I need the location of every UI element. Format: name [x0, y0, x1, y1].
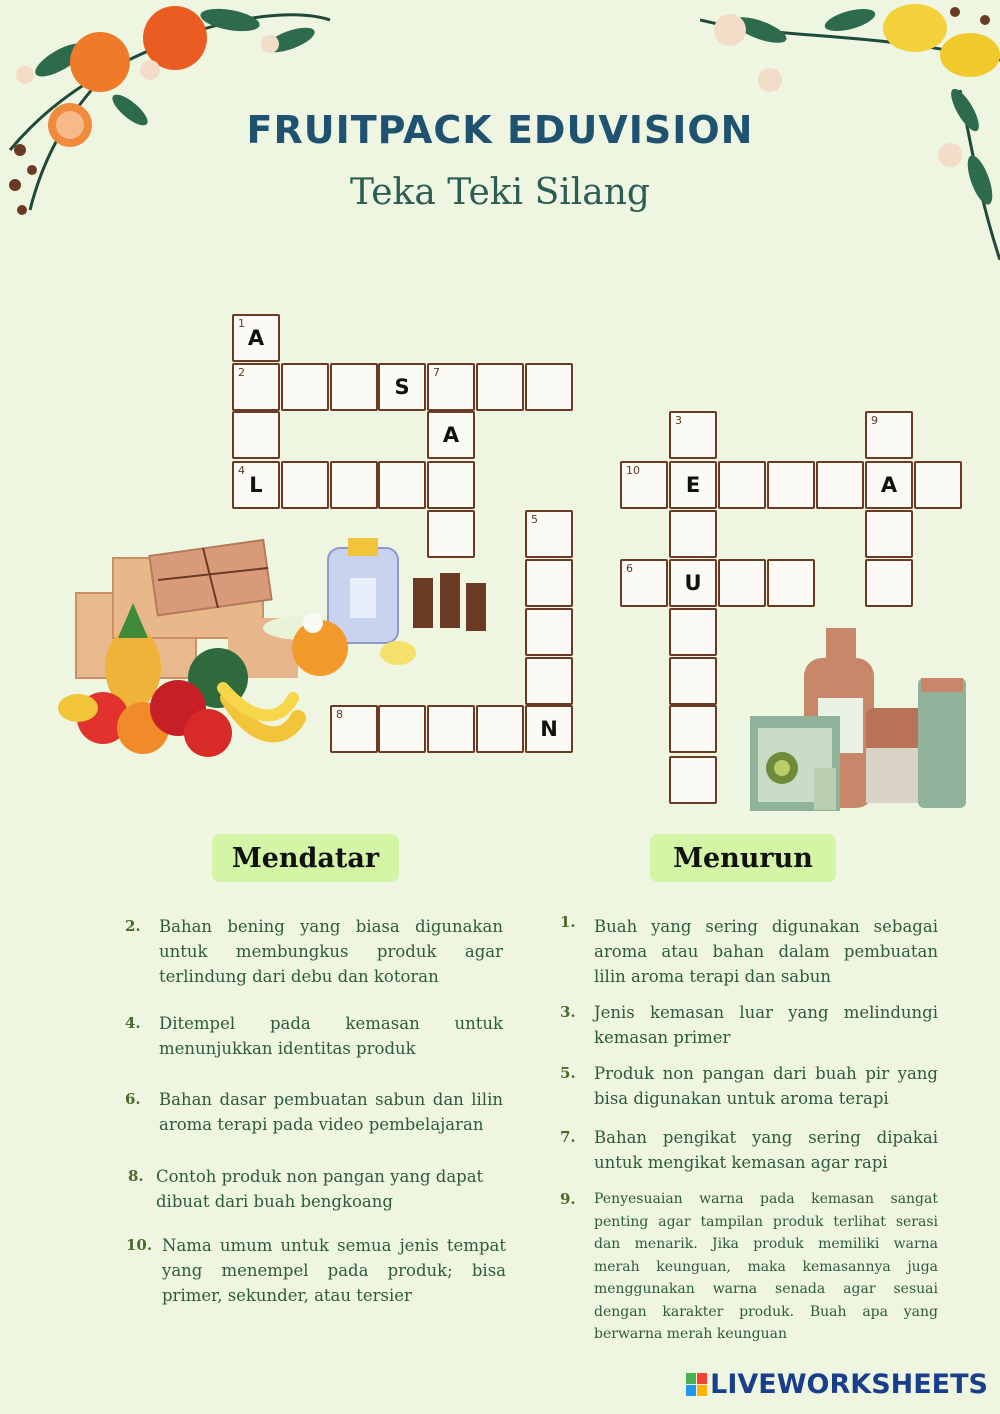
live-badge-icon	[686, 1373, 708, 1397]
menurun-clue-1	[560, 913, 938, 989]
cell-letter	[671, 512, 715, 556]
crossword-cell[interactable]	[330, 363, 378, 411]
cell-letter: N	[540, 717, 558, 741]
menurun-clue-3	[560, 1000, 938, 1050]
cell-letter	[671, 413, 715, 457]
cell-number: 10	[626, 464, 640, 477]
crossword-cell[interactable]	[232, 363, 280, 411]
clue-number: 10.	[126, 1236, 153, 1254]
crossword-cell[interactable]	[669, 705, 717, 753]
cell-letter	[671, 610, 715, 654]
crossword-cell[interactable]	[378, 461, 426, 509]
cell-letter: A	[442, 423, 460, 447]
crossword-cell[interactable]	[669, 756, 717, 804]
cell-letter: U	[684, 571, 702, 595]
crossword-cell[interactable]	[476, 363, 524, 411]
cell-letter: E	[685, 473, 701, 497]
cell-number: 5	[531, 513, 538, 526]
crossword-cell[interactable]	[669, 657, 717, 705]
cell-number: 6	[626, 562, 633, 575]
crossword-cell[interactable]	[669, 510, 717, 558]
crossword-cell[interactable]	[669, 559, 717, 607]
crossword-cell[interactable]	[767, 461, 815, 509]
brand-name: LIVEWORKSHEETS	[710, 1369, 988, 1400]
crossword-cell[interactable]	[914, 461, 962, 509]
clue-text: Produk non pangan dari buah pir yang bisa digunakan untuk aroma terapi	[594, 1064, 938, 1108]
cell-number: 8	[336, 708, 343, 721]
cell-letter	[867, 512, 911, 556]
cell-letter	[527, 365, 571, 409]
clue-text: Buah yang sering digunakan sebagai aroma atau bahan dalam pembuatan lilin aroma terapi dan sabun	[594, 917, 938, 986]
crossword-cell[interactable]	[718, 461, 766, 509]
crossword-cell[interactable]	[669, 608, 717, 656]
crossword-cell[interactable]	[427, 363, 475, 411]
cell-number: 3	[675, 414, 682, 427]
crossword-cell[interactable]	[232, 411, 280, 459]
mendatar-clue-10	[126, 1233, 506, 1308]
crossword-cell[interactable]	[669, 411, 717, 459]
cell-number: 2	[238, 366, 245, 379]
menurun-heading: Menurun	[650, 834, 836, 882]
cell-letter	[527, 512, 571, 556]
cell-letter	[818, 463, 862, 507]
clue-text: Nama umum untuk semua jenis tempat yang menempel pada produk; bisa primer, sekunder, atau tersier	[162, 1236, 506, 1305]
cell-letter	[429, 463, 473, 507]
cell-letter	[527, 610, 571, 654]
cell-letter: A	[880, 473, 898, 497]
crossword-cell[interactable]	[525, 705, 573, 753]
page-subtitle: Teka Teki Silang	[350, 172, 650, 213]
clue-text: Ditempel pada kemasan untuk menunjukkan identitas produk	[159, 1014, 503, 1058]
page-title: FRUITPACK EDUVISION	[246, 108, 754, 152]
cell-letter: L	[249, 473, 263, 497]
cell-letter	[283, 463, 327, 507]
crossword-cell[interactable]	[232, 461, 280, 509]
cell-letter	[332, 463, 376, 507]
crossword-cell[interactable]	[525, 363, 573, 411]
cell-letter	[720, 463, 764, 507]
crossword-cell[interactable]	[232, 314, 280, 362]
cell-number: 9	[871, 414, 878, 427]
cell-letter	[916, 463, 960, 507]
crossword-cell[interactable]	[718, 559, 766, 607]
kiwi-products-illustration	[746, 628, 976, 813]
crossword-cell[interactable]	[525, 608, 573, 656]
cell-letter	[234, 365, 278, 409]
crossword-cell[interactable]	[427, 461, 475, 509]
clue-text: Contoh produk non pangan yang dapat dibuat dari buah bengkoang	[156, 1167, 484, 1211]
clue-text: Bahan dasar pembuatan sabun dan lilin aroma terapi pada video pembelajaran	[159, 1090, 503, 1134]
crossword-cell[interactable]	[330, 461, 378, 509]
crossword-cell[interactable]	[620, 559, 668, 607]
crossword-cell[interactable]	[525, 657, 573, 705]
cell-letter	[867, 413, 911, 457]
cell-letter	[671, 659, 715, 703]
crossword-cell[interactable]	[427, 411, 475, 459]
crossword-cell[interactable]	[281, 363, 329, 411]
clue-number: 6.	[125, 1090, 141, 1108]
cell-number: 7	[433, 366, 440, 379]
cell-letter	[234, 413, 278, 457]
mendatar-clue-2	[125, 914, 503, 989]
cell-letter: A	[247, 326, 265, 350]
cell-letter	[769, 463, 813, 507]
cell-letter	[527, 561, 571, 605]
cell-number: 4	[238, 464, 245, 477]
cell-letter	[671, 758, 715, 802]
crossword-cell[interactable]	[669, 461, 717, 509]
crossword-cell[interactable]	[865, 559, 913, 607]
cell-letter: S	[394, 375, 410, 399]
cell-number: 1	[238, 317, 245, 330]
mendatar-clue-4	[125, 1011, 503, 1061]
crossword-cell[interactable]	[865, 461, 913, 509]
mendatar-clue-8	[128, 1164, 506, 1214]
cell-letter	[769, 561, 813, 605]
clue-text: Penyesuaian warna pada kemasan sangat penting agar tampilan produk terlihat serasi dan menarik. Jika produk memiliki warna merah keunguan, maka kemasannya juga menggunakan warna senada agar sesuai dengan karakter produk. Buah apa yang berwarna merah keunguan	[594, 1191, 938, 1342]
packages-and-fruits-illustration	[58, 538, 498, 768]
cell-letter	[429, 365, 473, 409]
crossword-cell[interactable]	[620, 461, 668, 509]
clue-number: 1.	[560, 913, 576, 931]
crossword-cell[interactable]	[865, 411, 913, 459]
clue-number: 9.	[560, 1190, 576, 1208]
clue-number: 5.	[560, 1064, 576, 1082]
liveworksheets-logo[interactable]	[686, 1369, 988, 1400]
clue-number: 2.	[125, 917, 141, 935]
cell-letter	[622, 463, 666, 507]
clue-number: 7.	[560, 1128, 576, 1146]
crossword-cell[interactable]	[281, 461, 329, 509]
clue-text: Jenis kemasan luar yang melindungi kemasan primer	[594, 1003, 938, 1047]
clue-text: Bahan bening yang biasa digunakan untuk membungkus produk agar terlindung dari debu dan kotoran	[159, 917, 503, 986]
clue-number: 8.	[128, 1167, 144, 1185]
crossword-cell[interactable]	[767, 559, 815, 607]
menurun-clue-7	[560, 1125, 938, 1175]
crossword-cell[interactable]	[525, 510, 573, 558]
menurun-clue-5	[560, 1061, 938, 1111]
cell-letter	[332, 365, 376, 409]
cell-letter	[867, 561, 911, 605]
cell-letter	[622, 561, 666, 605]
cell-letter	[283, 365, 327, 409]
cell-letter	[671, 707, 715, 751]
crossword-cell[interactable]	[525, 559, 573, 607]
crossword-cell[interactable]	[816, 461, 864, 509]
cell-letter	[380, 463, 424, 507]
cell-letter	[478, 365, 522, 409]
crossword-cell[interactable]	[865, 510, 913, 558]
menurun-clue-9	[560, 1188, 938, 1346]
crossword-cell[interactable]	[378, 363, 426, 411]
mendatar-heading: Mendatar	[212, 834, 399, 882]
clue-number: 4.	[125, 1014, 141, 1032]
clue-text: Bahan pengikat yang sering dipakai untuk mengikat kemasan agar rapi	[594, 1128, 938, 1172]
mendatar-clue-6	[125, 1087, 503, 1137]
clue-number: 3.	[560, 1003, 576, 1021]
cell-letter	[720, 561, 764, 605]
cell-letter	[527, 659, 571, 703]
